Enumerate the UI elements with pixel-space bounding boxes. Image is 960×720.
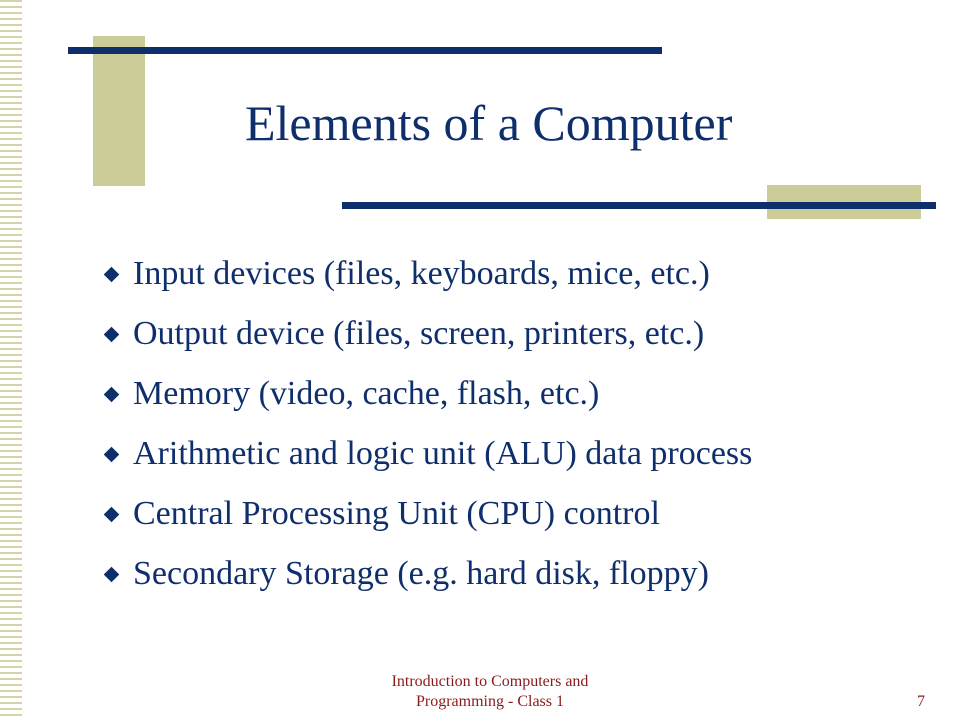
bullet-text: Central Processing Unit (CPU) control [133,495,660,532]
bullet-item [100,304,940,364]
navy-accent-bar-bottom [342,202,936,209]
diamond-bullet-icon [104,446,120,462]
diamond-bullet-icon [104,566,120,582]
bullet-list [100,244,940,604]
bullet-item [100,244,940,304]
slide-footer [340,672,640,712]
bullet-item [100,484,940,544]
slide-title: Elements of a Computer [245,95,733,151]
bullet-text: Arithmetic and logic unit (ALU) data process [133,435,753,472]
footer-line-1: Introduction to Computers and [391,673,589,690]
navy-accent-bar-top [68,47,662,54]
diamond-bullet-icon [104,386,120,402]
bullet-item [100,544,940,604]
diamond-bullet-icon [104,506,120,522]
bullet-text: Secondary Storage (e.g. hard disk, floppy) [133,555,709,592]
bullet-text: Input devices (files, keyboards, mice, etc.) [133,255,710,292]
bullet-text: Output device (files, screen, printers, etc.) [133,315,705,352]
page-number: 7 [917,693,925,710]
bullet-text: Memory (video, cache, flash, etc.) [133,375,600,412]
bullet-item [100,364,940,424]
bullet-item [100,424,940,484]
olive-accent-block-left [93,36,145,186]
left-striped-border [0,0,28,720]
diamond-bullet-icon [104,266,120,282]
diamond-bullet-icon [104,326,120,342]
footer-line-2: Programming - Class 1 [416,693,564,710]
